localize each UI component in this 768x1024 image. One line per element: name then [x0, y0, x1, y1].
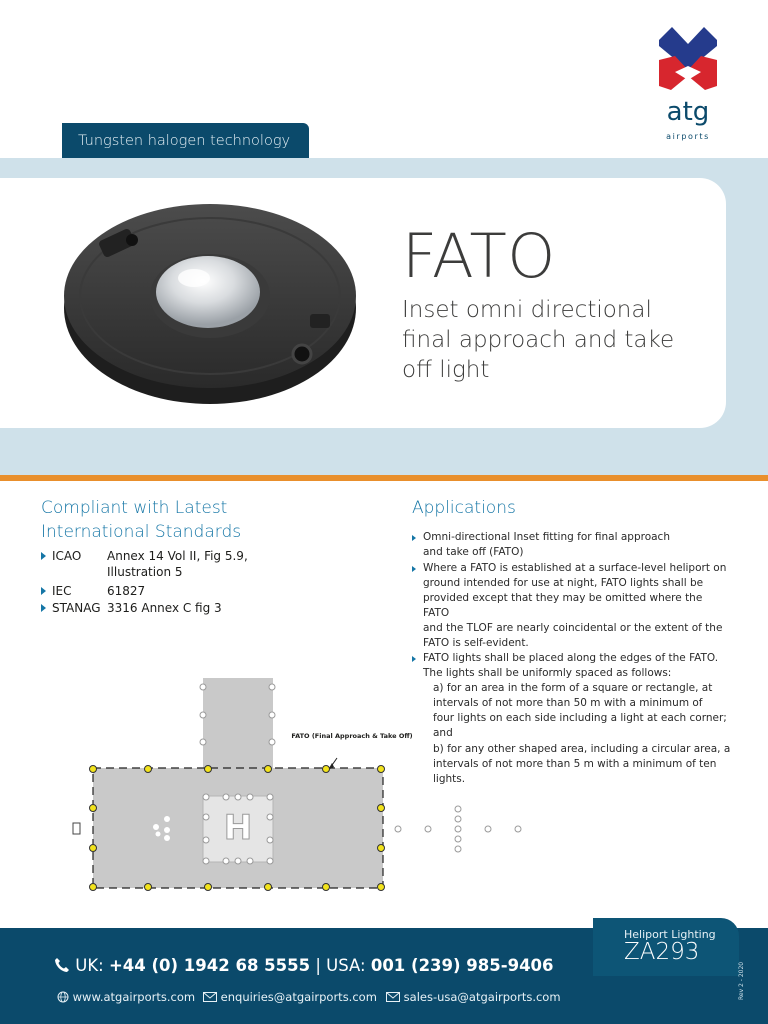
email-usa-contact[interactable] [386, 989, 561, 1005]
product-code: ZA293 [624, 939, 700, 965]
standards-heading: Compliant with Latest [41, 498, 228, 518]
bullet-arrow-icon [41, 587, 46, 595]
envelope-icon [386, 992, 400, 1002]
standard-ref: Annex 14 Vol II, Fig 5.9, [107, 549, 248, 563]
applications-heading: Applications [412, 498, 516, 518]
applications-line: lights. [433, 773, 466, 785]
product-title: FATO [402, 221, 556, 292]
applications-line: provided except that they may be omitted where the [423, 592, 703, 604]
tagline-tab: Tungsten halogen technology [62, 123, 309, 159]
applications-line: a) for an area in the form of a square or rectangle, at [433, 682, 713, 694]
applications-line: ground intended for use at night, FATO lights shall be [423, 577, 704, 589]
revision-note: Rev 2 - 2020 [738, 961, 745, 1000]
applications-line: FATO [423, 607, 450, 619]
standard-code: ICAO [52, 549, 82, 563]
product-subtitle-line: Inset omni directional [402, 297, 652, 323]
bullet-arrow-icon [41, 552, 46, 560]
phone-separator: | [315, 956, 321, 975]
applications-line: intervals of not more than 5 m with a minimum of ten [433, 758, 717, 770]
bullet-arrow-icon [41, 604, 46, 612]
email-contact[interactable] [203, 989, 377, 1005]
standard-code: IEC [52, 584, 72, 598]
globe-icon [57, 991, 69, 1003]
applications-line: Where a FATO is established at a surface-level heliport on [423, 562, 727, 574]
phone-icon [54, 957, 70, 973]
product-image [62, 192, 358, 406]
applications-line: FATO lights shall be placed along the edges of the FATO. [423, 652, 719, 664]
email-link[interactable]: enquiries@atgairports.com [220, 990, 377, 1004]
phone-uk-label: UK: [75, 956, 104, 975]
applications-line: and [433, 727, 453, 739]
applications-line: Omni-directional Inset fitting for final approach [423, 531, 670, 543]
applications-line: four lights on each side including a light at each corner; [433, 712, 727, 724]
applications-line: b) for any other shaped area, including a circular area, a [433, 743, 731, 755]
fato-label: FATO (Final Approach & Take Off) [291, 732, 413, 740]
standard-ref: 61827 [107, 584, 146, 598]
product-subtitle-line: final approach and take [402, 327, 675, 353]
phone-usa-label: USA: [326, 956, 366, 975]
website-link[interactable]: www.atgairports.com [72, 990, 196, 1004]
logo-subtext: airports [666, 132, 710, 141]
product-subtitle-line: off light [402, 357, 490, 383]
phone-uk[interactable]: +44 (0) 1942 68 5555 [108, 956, 311, 975]
applications-line: intervals of not more than 50 m with a minimum of [433, 697, 703, 709]
standards-heading: International Standards [41, 522, 242, 542]
standard-ref: Illustration 5 [107, 565, 183, 579]
applications-line: and take off (FATO) [423, 546, 524, 558]
product-line: Heliport Lighting [624, 928, 716, 941]
helipad-h-marking: H [223, 808, 253, 848]
envelope-icon [203, 992, 217, 1002]
applications-line: The lights shall be uniformly spaced as follows: [423, 667, 672, 679]
bullet-arrow-icon [412, 566, 416, 572]
bullet-arrow-icon [412, 535, 416, 541]
applications-line: FATO is self-evident. [423, 637, 529, 649]
standard-ref: 3316 Annex C fig 3 [107, 601, 222, 615]
website-contact[interactable] [57, 989, 195, 1005]
hero-divider [0, 475, 768, 481]
email-usa-link[interactable]: sales-usa@atgairports.com [403, 990, 561, 1004]
logo-wordmark: atg [666, 97, 710, 127]
phone-usa[interactable]: 001 (239) 985-9406 [370, 956, 554, 975]
standard-code: STANAG [52, 601, 101, 615]
bullet-arrow-icon [412, 656, 416, 662]
atg-airports-logo [655, 22, 721, 146]
applications-line: and the TLOF are nearly coincidental or the extent of the [423, 622, 723, 634]
fato-layout-diagram [60, 672, 540, 902]
phone-line [54, 955, 554, 977]
